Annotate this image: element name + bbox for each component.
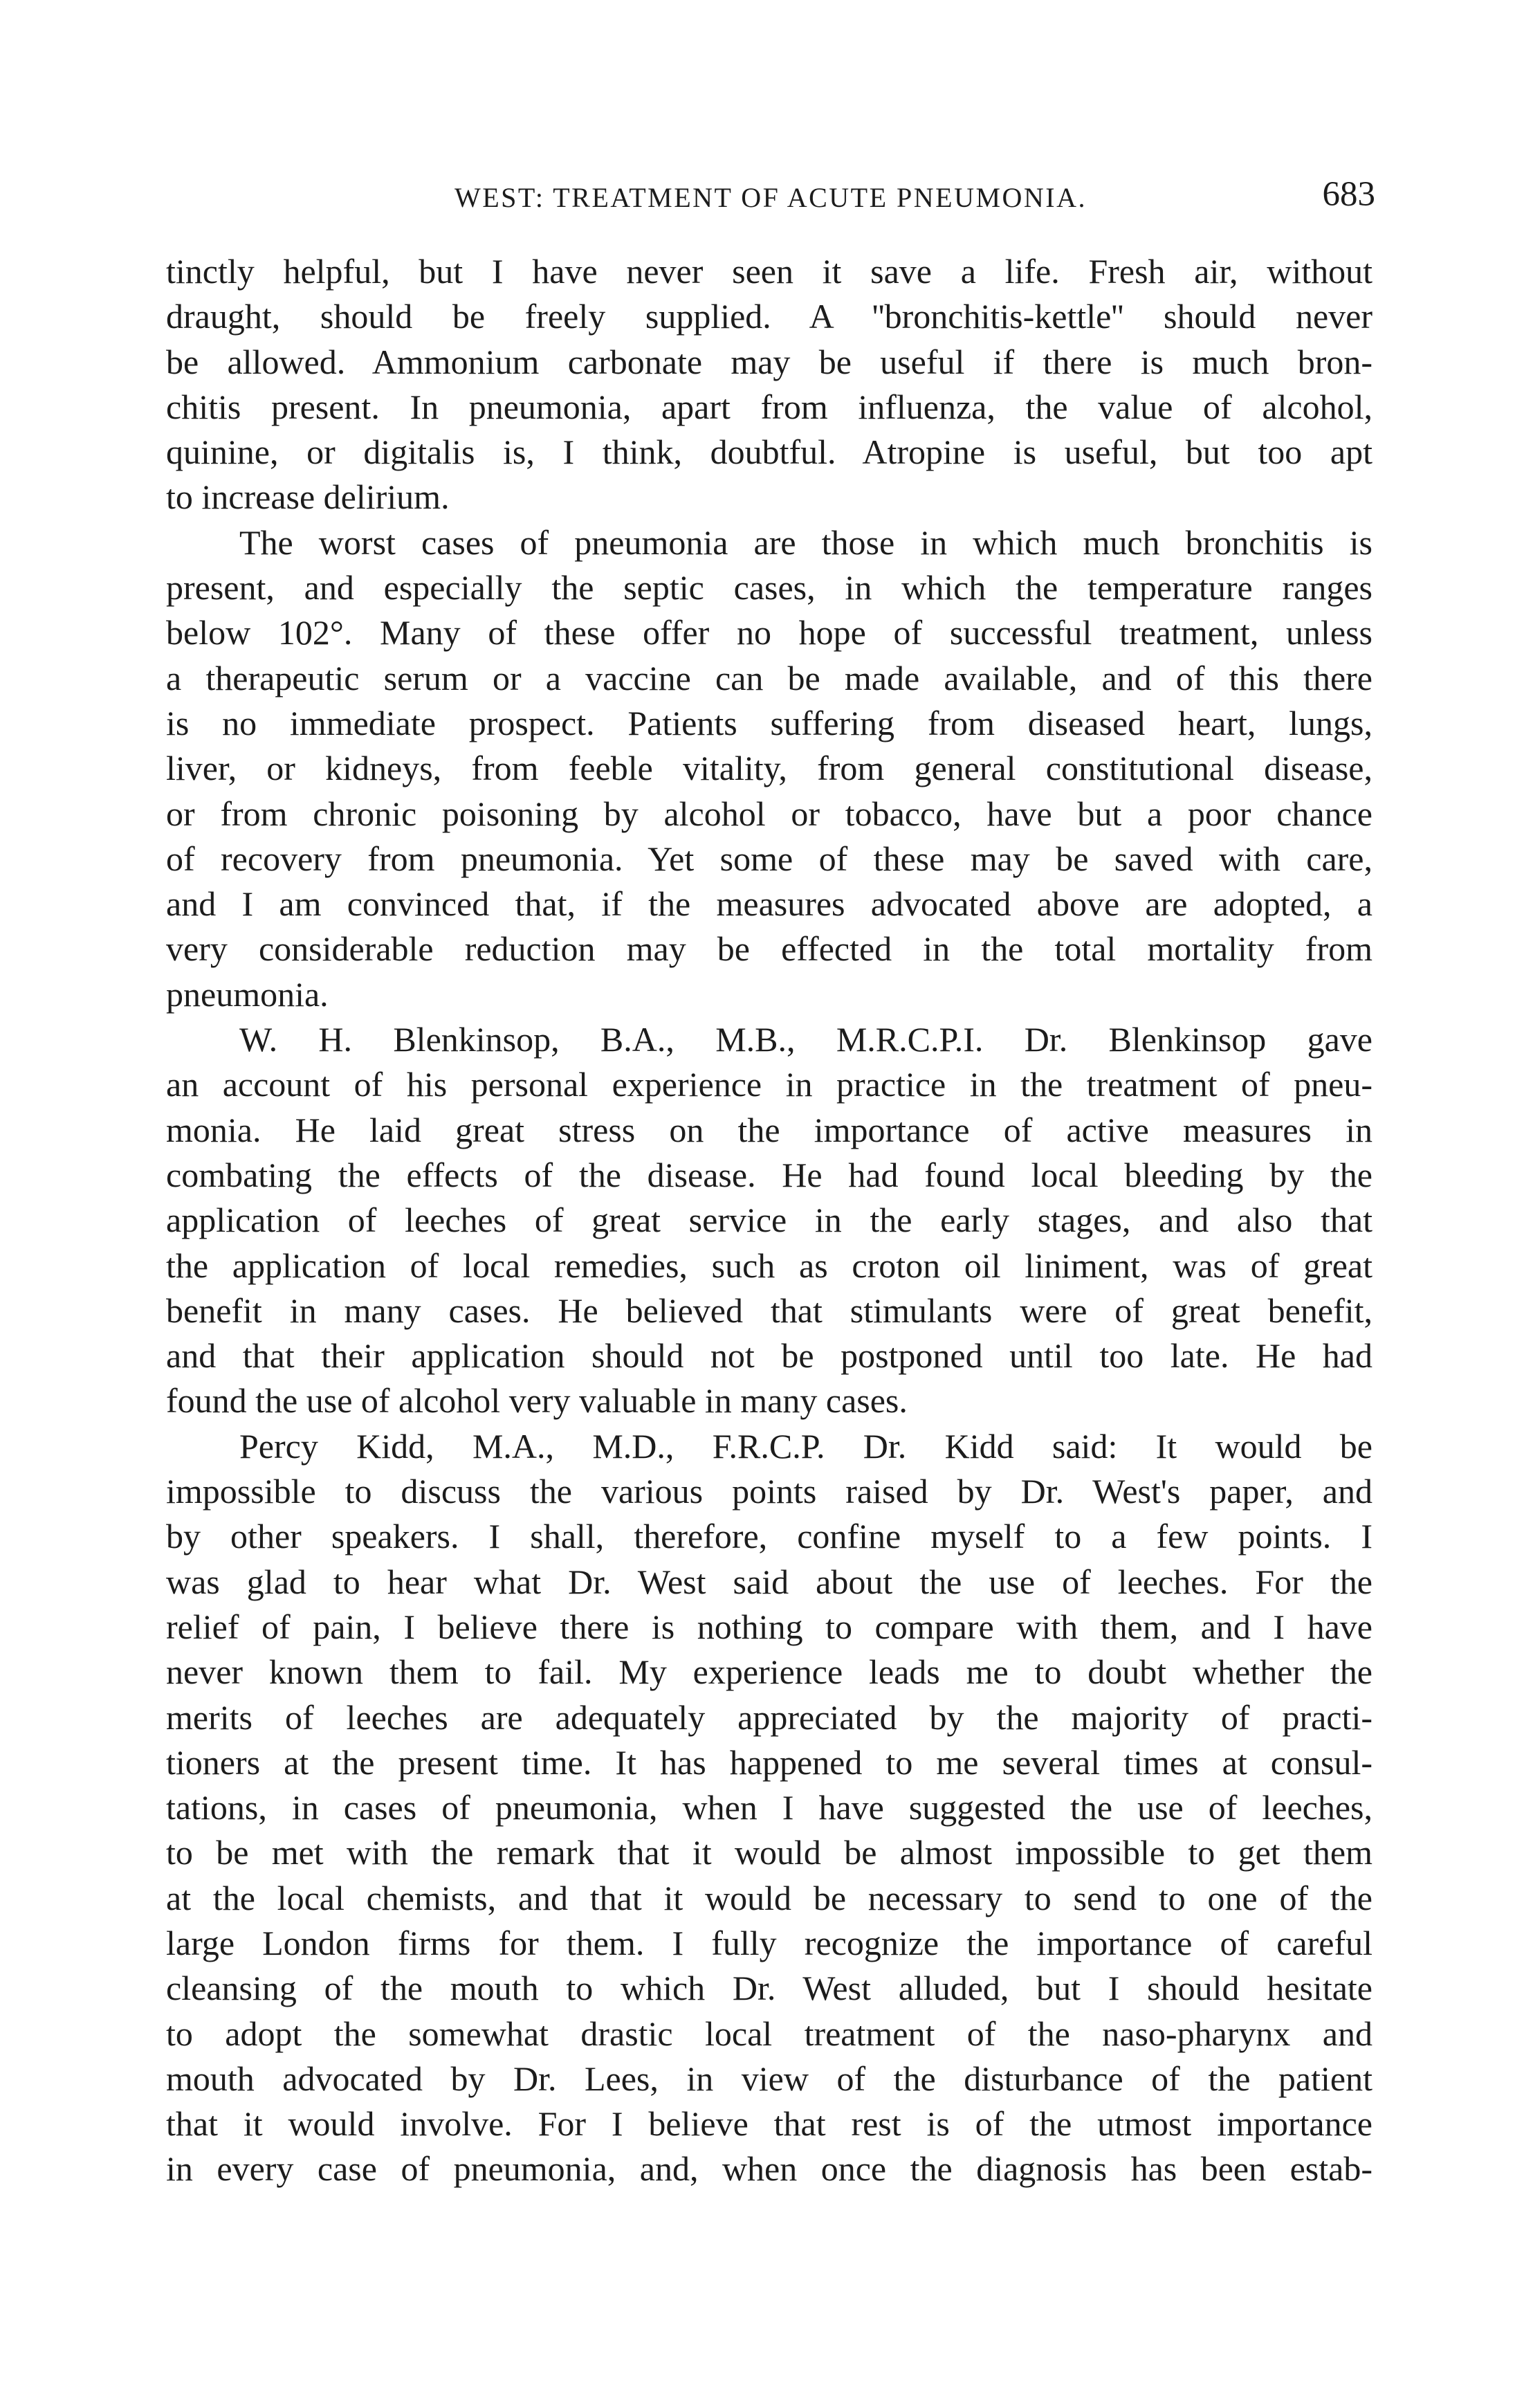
text-line: an account of his personal experience in practice in the treatment of pneu- [166,1065,1372,1104]
text-line: in every case of pneumonia, and, when once the diagnosis has been estab- [166,2149,1372,2189]
text-line: a therapeutic serum or a vaccine can be made available, and of this there [166,658,1372,697]
paragraph [166,1424,1372,2192]
text-line: tinctly helpful, but I have never seen it save a life. Fresh air, without [166,252,1372,291]
text-line: impossible to discuss the various points raised by Dr. West's paper, and [166,1472,1372,1511]
text-line: or from chronic poisoning by alcohol or tobacco, have but a poor chance [166,794,1372,833]
text-line: application of leeches of great service in the early stages, and also that [166,1201,1372,1240]
text-line: the application of local remedies, such as croton oil liniment, was of great [166,1246,1372,1285]
text-line: combating the effects of the disease. He had found local bleeding by the [166,1155,1372,1194]
text-line: present, and especially the septic cases, in which the temperature ranges [166,568,1372,608]
text-line: merits of leeches are adequately appreciated by the majority of practi- [166,1697,1372,1737]
text-line: relief of pain, I believe there is nothing to compare with them, and I have [166,1607,1372,1646]
paragraph [166,520,1372,1017]
text-line: quinine, or digitalis is, I think, doubtful. Atropine is useful, but too apt [166,432,1372,472]
text-line: mouth advocated by Dr. Lees, in view of the disturbance of the patient [166,2059,1372,2098]
text-line: at the local chemists, and that it would be necessary to send to one of the [166,1878,1372,1917]
text-line: was glad to hear what Dr. West said about the use of leeches. For the [166,1562,1372,1601]
text-line: by other speakers. I shall, therefore, confine myself to a few points. I [166,1517,1372,1556]
running-head-title: WEST: TREATMENT OF ACUTE PNEUMONIA. [454,182,1087,213]
text-line: below 102°. Many of these offer no hope of successful treatment, unless [166,613,1372,653]
text-line: found the use of alcohol very valuable in many cases. [166,1381,908,1421]
paragraph [166,1017,1372,1424]
text-line: and I am convinced that, if the measures advocated above are adopted, a [166,884,1372,924]
text-line: tioners at the present time. It has happened to me several times at consul- [166,1742,1372,1782]
paragraph [166,249,1372,520]
text-line: Percy Kidd, M.A., M.D., F.R.C.P. Dr. Kidd said: It would be [239,1426,1372,1466]
text-line: tations, in cases of pneumonia, when I have suggested the use of leeches, [166,1788,1372,1827]
text-line: to be met with the remark that it would be almost impossible to get them [166,1833,1372,1872]
text-line: cleansing of the mouth to which Dr. West alluded, but I should hesitate [166,1969,1372,2008]
text-line: liver, or kidneys, from feeble vitality, from general constitutional disease, [166,749,1372,788]
text-line: pneumonia. [166,974,329,1014]
text-line: W. H. Blenkinsop, B.A., M.B., M.R.C.P.I. Dr. Blenkinsop gave [239,1020,1372,1059]
text-line: to increase delirium. [166,477,450,517]
text-line: draught, should be freely supplied. A ''bronchitis-kettle'' should never [166,297,1372,336]
text-line: of recovery from pneumonia. Yet some of these may be saved with care, [166,839,1372,878]
text-line: to adopt the somewhat drastic local treatment of the naso-pharynx and [166,2014,1372,2053]
text-line: benefit in many cases. He believed that stimulants were of great benefit, [166,1290,1372,1330]
text-line: never known them to fail. My experience leads me to doubt whether the [166,1652,1372,1692]
page-number: 683 [1322,175,1375,214]
text-line: monia. He laid great stress on the importance of active measures in [166,1110,1372,1149]
text-line: that it would involve. For I believe that rest is of the utmost importance [166,2104,1372,2144]
running-head [166,172,1375,220]
text-line: is no immediate prospect. Patients suffering from diseased heart, lungs, [166,703,1372,742]
text-line: large London firms for them. I fully recognize the importance of careful [166,1923,1372,1962]
text-line: very considerable reduction may be effected in the total mortality from [166,929,1372,969]
text-line: chitis present. In pneumonia, apart from influenza, the value of alcohol, [166,387,1372,426]
text-line: and that their application should not be postponed until too late. He had [166,1336,1372,1376]
text-line: be allowed. Ammonium carbonate may be useful if there is much bron- [166,342,1372,381]
body-text [166,249,1372,2192]
text-line: The worst cases of pneumonia are those in which much bronchitis is [239,522,1372,562]
